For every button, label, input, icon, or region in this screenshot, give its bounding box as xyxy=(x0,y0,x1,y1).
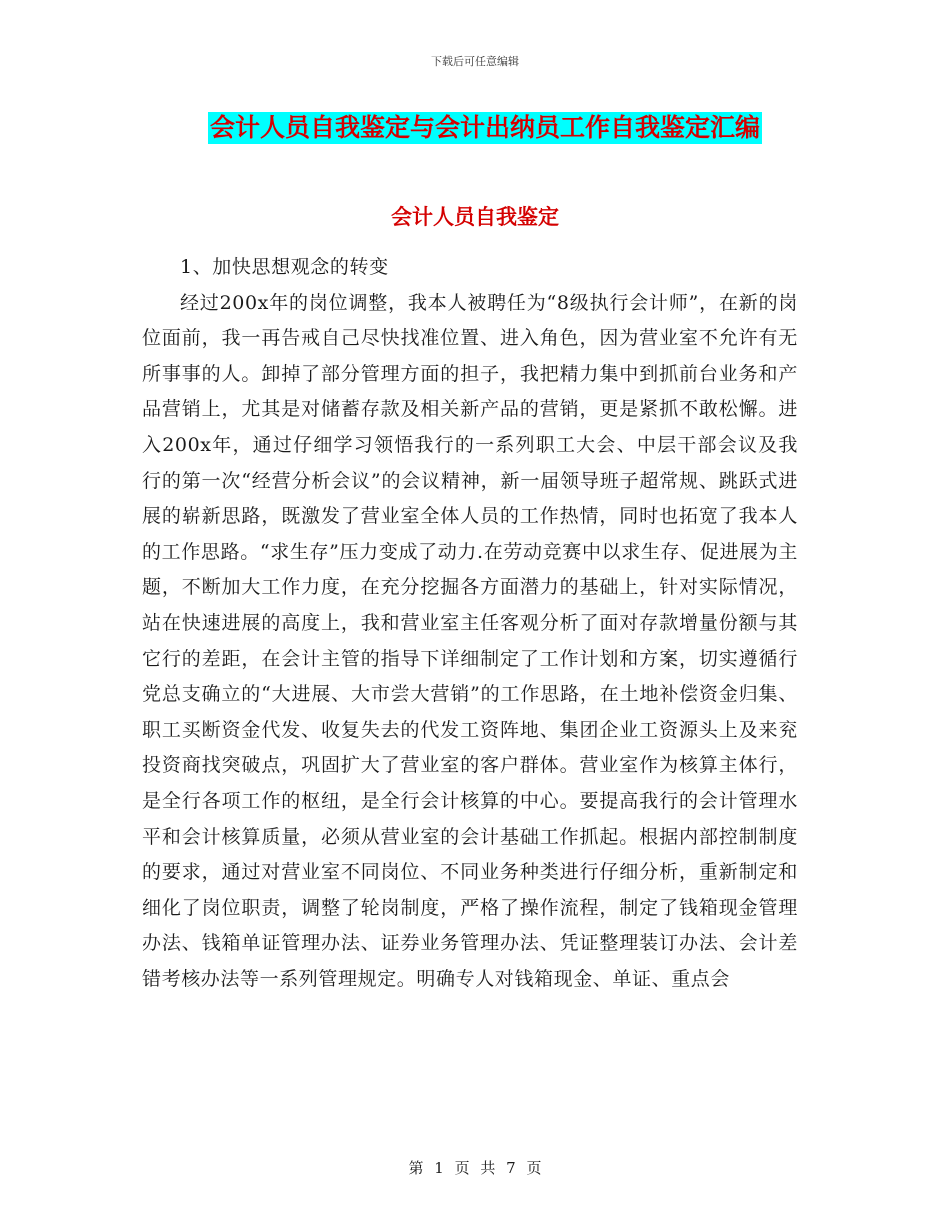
section-title: 会计人员自我鉴定 xyxy=(391,205,559,229)
subheading: 1、加快思想观念的转变 xyxy=(180,256,389,278)
body-text xyxy=(142,250,798,997)
document-title: 会计人员自我鉴定与会计出纳员工作自我鉴定汇编 xyxy=(210,113,761,142)
paragraph: 经过200x年的岗位调整，我本人被聘任为“8级执行会计师”，在新的岗位面前，我一再告戒自己尽快找准位置、进入角色，因为营业室不允许有无所事事的人。卸掉了部分管理方面的担子，我把精力集中到抓前台业务和产品营销上，尤其是对储蓄存款及相关新产品的营销，更是紧抓不敢松懈。进入200x年，通过仔细学习领悟我行的一系列职工大会、中层干部会议及我行的第一次“经营分析会议”的会议精神，新一届领导班子超常规、跳跃式进展的崭新思路，既激发了营业室全体人员的工作热情，同时也拓宽了我本人的工作思路。“求生存”压力变成了动力.在劳动竞赛中以求生存、促进展为主题，不断加大工作力度，在充分挖掘各方面潜力的基础上，针对实际情况，站在快速进展的高度上，我和营业室主任客观分析了面对存款增量份额与其它行的差距，在会计主管的指导下详细制定了工作计划和方案，切实遵循行党总支确立的“大进展、大市尝大营销”的工作思路，在土地补偿资金归集、职工买断资金代发、收复失去的代发工资阵地、集团企业工资源头上及来兖投资商找突破点，巩固扩大了营业室的客户群体。营业室作为核算主体行，是全行各项工作的枢纽，是全行会计核算的中心。要提高我行的会计管理水平和会计核算质量，必须从营业室的会计基础工作抓起。根据内部控制制度的要求，通过对营业室不同岗位、不同业务种类进行仔细分析，重新制定和细化了岗位职责，调整了轮岗制度，严格了操作流程，制定了钱箱现金管理办法、钱箱单证管理办法、证券业务管理办法、凭证整理装订办法、会计差错考核办法等一系列管理规定。明确专人对钱箱现金、单证、重点会 xyxy=(142,291,798,990)
header-note: 下载后可任意编辑 xyxy=(431,55,519,68)
page-number: 第 1 页 共 7 页 xyxy=(408,1159,542,1177)
